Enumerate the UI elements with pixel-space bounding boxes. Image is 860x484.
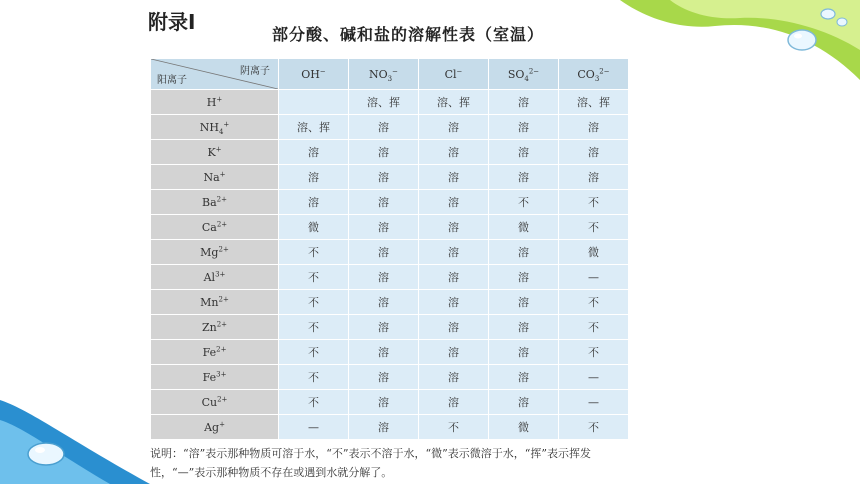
- solubility-cell: 溶: [279, 165, 349, 190]
- cation-cell: Na+: [151, 165, 279, 190]
- solubility-cell: 不: [279, 240, 349, 265]
- solubility-cell: 微: [489, 415, 559, 440]
- solubility-cell: 溶: [489, 240, 559, 265]
- solubility-cell: —: [559, 390, 629, 415]
- solubility-cell: 溶: [489, 140, 559, 165]
- solubility-cell: 不: [279, 340, 349, 365]
- table-row: [151, 165, 629, 190]
- table-row: [151, 215, 629, 240]
- solubility-cell: 不: [279, 390, 349, 415]
- solubility-cell: 溶: [349, 340, 419, 365]
- anion-header: $SO_4^{2-}$: [489, 59, 559, 90]
- table-row: [151, 240, 629, 265]
- solubility-cell: 溶: [349, 315, 419, 340]
- table-row: [151, 190, 629, 215]
- solubility-cell: 溶: [419, 315, 489, 340]
- table-row: [151, 390, 629, 415]
- cation-cell: $Al^{3+}$: [151, 265, 279, 290]
- solubility-cell: 不: [559, 315, 629, 340]
- solubility-cell: 溶: [349, 215, 419, 240]
- cation-cell: Ag+: [151, 415, 279, 440]
- top-right-decoration: [620, 0, 860, 110]
- water-drop-icon: [788, 30, 816, 50]
- anion-header: Cl−: [419, 59, 489, 90]
- bottom-left-decoration: [0, 400, 150, 484]
- solubility-cell: 溶: [349, 415, 419, 440]
- solubility-cell: 不: [279, 315, 349, 340]
- solubility-cell: 溶: [419, 115, 489, 140]
- solubility-cell: 微: [559, 240, 629, 265]
- corner-cell: [151, 59, 279, 90]
- water-drop-icon: [28, 443, 64, 465]
- solubility-cell: 不: [279, 290, 349, 315]
- solubility-cell: 溶: [349, 365, 419, 390]
- solubility-cell: 溶: [489, 315, 559, 340]
- cation-cell: $Fe^{2+}$: [151, 340, 279, 365]
- solubility-cell: 不: [279, 365, 349, 390]
- table-row: [151, 315, 629, 340]
- solubility-cell: 溶、挥: [279, 115, 349, 140]
- appendix-title: 附录Ⅰ: [148, 10, 196, 34]
- solubility-cell: 溶: [419, 290, 489, 315]
- solubility-cell: 溶: [559, 115, 629, 140]
- solubility-cell: 溶: [489, 115, 559, 140]
- cation-label: 阳离子: [157, 75, 187, 86]
- solubility-cell: 溶: [419, 340, 489, 365]
- solubility-cell: 溶: [489, 290, 559, 315]
- cation-cell: $NH_4^+$: [151, 115, 279, 140]
- table-row: [151, 290, 629, 315]
- solubility-cell: 溶: [349, 290, 419, 315]
- solubility-cell: 溶: [489, 165, 559, 190]
- table-row: [151, 115, 629, 140]
- solubility-cell: 不: [559, 415, 629, 440]
- solubility-cell: —: [279, 415, 349, 440]
- table-row: [151, 365, 629, 390]
- solubility-cell: 溶: [279, 190, 349, 215]
- solubility-cell: 不: [559, 215, 629, 240]
- table-row: [151, 140, 629, 165]
- solubility-cell: 溶: [559, 165, 629, 190]
- solubility-cell: 溶: [489, 390, 559, 415]
- solubility-cell: 溶: [349, 265, 419, 290]
- cation-cell: $Mg^{2+}$: [151, 240, 279, 265]
- anion-label: 阴离子: [240, 66, 270, 77]
- table-row: [151, 90, 629, 115]
- solubility-cell: 溶: [419, 190, 489, 215]
- cation-cell: $Cu^{2+}$: [151, 390, 279, 415]
- solubility-cell: 溶: [489, 365, 559, 390]
- solubility-cell: 溶: [349, 140, 419, 165]
- solubility-cell: 溶: [419, 140, 489, 165]
- solubility-cell: 不: [489, 190, 559, 215]
- table-title: 部分酸、碱和盐的溶解性表（室温）: [272, 25, 545, 44]
- solubility-cell: 不: [559, 190, 629, 215]
- solubility-cell: 不: [419, 415, 489, 440]
- solubility-cell: 不: [559, 340, 629, 365]
- solubility-cell: —: [559, 365, 629, 390]
- solubility-cell: 溶: [349, 165, 419, 190]
- solubility-cell: 溶: [489, 265, 559, 290]
- table-row: [151, 265, 629, 290]
- table-row: [151, 415, 629, 440]
- solubility-cell: 溶、挥: [419, 90, 489, 115]
- solubility-cell: 溶、挥: [349, 90, 419, 115]
- cation-cell: H+: [151, 90, 279, 115]
- solubility-cell: 溶: [419, 265, 489, 290]
- solubility-cell: 溶: [349, 190, 419, 215]
- solubility-cell: 溶: [559, 140, 629, 165]
- water-drop-icon: [821, 9, 835, 19]
- cation-cell: $Mn^{2+}$: [151, 290, 279, 315]
- anion-header: $NO_3^-$: [349, 59, 419, 90]
- solubility-cell: —: [559, 265, 629, 290]
- anion-header: OH−: [279, 59, 349, 90]
- solubility-cell: 溶: [419, 365, 489, 390]
- table-row: [151, 340, 629, 365]
- solubility-cell: [279, 90, 349, 115]
- solubility-cell: 溶: [279, 140, 349, 165]
- solubility-cell: 溶: [489, 340, 559, 365]
- cation-cell: $Zn^{2+}$: [151, 315, 279, 340]
- explanation-note: 说明：“溶”表示那种物质可溶于水，“不”表示不溶于水，“微”表示微溶于水，“挥”表示挥发性，“—”表示那种物质不存在或遇到水就分解了。: [150, 447, 591, 479]
- anion-header: $CO_3^{2-}$: [559, 59, 629, 90]
- solubility-cell: 不: [559, 290, 629, 315]
- solubility-cell: 不: [279, 265, 349, 290]
- water-drop-icon: [837, 18, 847, 26]
- solubility-table: [150, 58, 629, 440]
- cation-cell: $Fe^{3+}$: [151, 365, 279, 390]
- solubility-cell: 溶: [349, 390, 419, 415]
- solubility-cell: 溶: [419, 215, 489, 240]
- solubility-cell: 溶: [419, 240, 489, 265]
- cation-cell: $Ca^{2+}$: [151, 215, 279, 240]
- solubility-cell: 溶: [349, 115, 419, 140]
- solubility-cell: 溶: [419, 165, 489, 190]
- cation-cell: K+: [151, 140, 279, 165]
- solubility-cell: 溶: [489, 90, 559, 115]
- solubility-cell: 微: [489, 215, 559, 240]
- solubility-cell: 溶、挥: [559, 90, 629, 115]
- solubility-cell: 溶: [419, 390, 489, 415]
- solubility-cell: 溶: [349, 240, 419, 265]
- header-row: [151, 59, 629, 90]
- solubility-cell: 微: [279, 215, 349, 240]
- cation-cell: $Ba^{2+}$: [151, 190, 279, 215]
